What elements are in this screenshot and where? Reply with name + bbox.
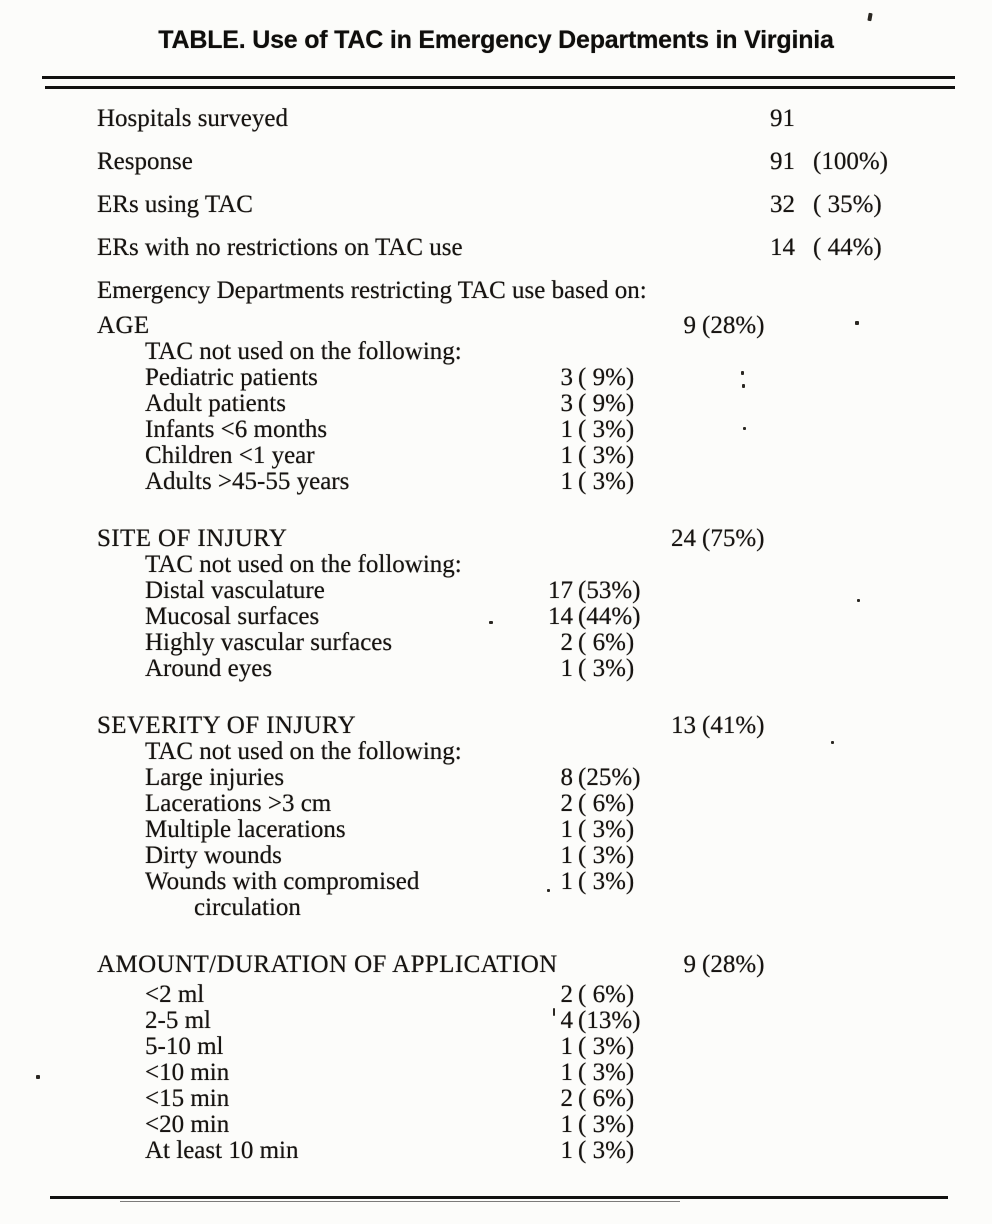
table-row [97,1034,962,1060]
row-label: Adult patients [145,390,286,417]
row-value [538,443,634,469]
row-label: <2 ml [145,981,205,1008]
table-row [97,791,962,817]
table-row [97,339,962,365]
value-count: 1 [560,868,573,895]
row-value [538,869,634,895]
top-rule-upper [42,76,955,79]
table-row [97,765,962,791]
value-percent: (75%) [702,525,765,552]
table-row [97,578,962,604]
row-value [661,526,764,552]
table-row [97,817,962,843]
row-value [661,313,764,339]
row-label: ERs using TAC [97,191,253,218]
table-row [97,443,962,469]
table-title-text: Use of TAC in Emergency Departments in Virginia [245,26,834,54]
scan-artifact [547,889,550,892]
row-label: Multiple lacerations [145,816,346,843]
value-count: 2 [560,790,573,817]
row-label: Highly vascular surfaces [145,629,393,656]
value-percent: ( 3%) [578,1059,635,1086]
value-count: 14 [770,234,795,261]
scan-artifact [867,13,872,22]
row-label: Emergency Departments restricting TAC use based on: [97,277,647,304]
row-label: Hospitals surveyed [97,105,288,132]
row-value [760,106,795,132]
row-label: Children <1 year [145,442,315,469]
row-value [538,791,634,817]
bottom-rule-echo [120,1201,680,1202]
scan-artifact [743,427,746,430]
table-row [97,843,962,869]
row-label: AGE [97,312,150,339]
row-value [538,630,634,656]
value-count: 1 [560,442,573,469]
table-row [97,235,962,261]
table-row [97,1138,962,1164]
table-row [97,278,962,304]
value-count: 1 [560,842,573,869]
row-label: Large injuries [145,764,285,791]
value-percent: (28%) [702,312,765,339]
table-row [97,106,962,132]
value-count: 14 [548,603,573,630]
value-count: 9 [683,312,696,339]
value-count: 3 [560,390,573,417]
row-value [538,1034,634,1060]
table-row [97,417,962,443]
row-value [538,604,640,630]
row-label: At least 10 min [145,1137,299,1164]
table-row [97,313,962,339]
value-count: 2 [560,629,573,656]
value-percent: (41%) [702,712,765,739]
top-rule-lower [45,86,955,89]
row-value [538,817,634,843]
value-percent: ( 6%) [578,981,635,1008]
row-value [538,656,634,682]
value-percent: ( 3%) [578,868,635,895]
value-count: 2 [560,1085,573,1112]
table-row [97,192,962,218]
value-count: 4 [560,1007,573,1034]
value-count: 1 [560,416,573,443]
value-count: 24 [671,525,696,552]
value-count: 1 [560,1033,573,1060]
row-value [538,843,634,869]
table-title-label: TABLE. [158,26,246,54]
row-value [538,1112,634,1138]
row-label: <15 min [145,1085,230,1112]
row-label: Around eyes [145,655,273,682]
value-percent: ( 35%) [813,191,882,218]
scan-artifact [831,741,834,744]
table-row [97,1008,962,1034]
table-row [97,604,962,630]
table-title [0,26,992,55]
table-rows [97,106,962,1164]
value-count: 1 [560,468,573,495]
value-count: 3 [560,364,573,391]
table-row [97,656,962,682]
value-percent: (44%) [578,603,641,630]
row-value [760,235,882,261]
value-percent: ( 3%) [578,1137,635,1164]
value-percent: ( 3%) [578,468,635,495]
value-count: 1 [560,1059,573,1086]
value-count: 91 [770,148,795,175]
value-percent: ( 6%) [578,1085,635,1112]
table-row [97,365,962,391]
row-value [538,765,640,791]
value-count: 1 [560,816,573,843]
value-percent: (53%) [578,577,641,604]
value-percent: ( 3%) [578,816,635,843]
row-label: <20 min [145,1111,230,1138]
scan-artifact [489,621,493,624]
row-value [538,417,634,443]
table-row [97,149,962,175]
row-value [661,952,764,978]
value-count: 8 [560,764,573,791]
value-percent: (100%) [813,148,888,175]
value-count: 9 [683,951,696,978]
row-label: Wounds with compromised [145,868,420,895]
value-count: 32 [770,191,795,218]
row-label: 2-5 ml [145,1007,211,1034]
table-row [97,552,962,578]
value-percent: (25%) [578,764,641,791]
row-value [760,192,882,218]
value-percent: (28%) [702,951,765,978]
scan-artifact [553,1008,555,1016]
scan-artifact [742,384,745,388]
scan-artifact [36,1075,40,1079]
table-row [97,952,962,978]
row-label: Lacerations >3 cm [145,790,332,817]
scan-artifact [741,371,744,375]
value-count: 91 [770,105,795,132]
value-percent: (13%) [578,1007,641,1034]
row-label: SEVERITY OF INJURY [97,712,357,739]
row-value [538,982,634,1008]
value-count: 13 [671,712,696,739]
value-percent: ( 44%) [813,234,882,261]
row-value [538,1138,634,1164]
row-value [538,1060,634,1086]
value-percent: ( 3%) [578,655,635,682]
row-label: Distal vasculature [145,577,325,604]
table-row [97,713,962,739]
row-value [538,469,634,495]
table-row [97,469,962,495]
value-percent: ( 3%) [578,416,635,443]
table-row [97,1060,962,1086]
value-percent: ( 3%) [578,842,635,869]
row-label: TAC not used on the following: [145,738,462,765]
row-label: TAC not used on the following: [145,551,462,578]
value-percent: ( 3%) [578,442,635,469]
row-value [538,1086,634,1112]
row-label: ERs with no restrictions on TAC use [97,234,463,261]
value-percent: ( 6%) [578,629,635,656]
row-label: Infants <6 months [145,416,328,443]
row-value [661,713,764,739]
row-label: Pediatric patients [145,364,318,391]
table-row [97,1086,962,1112]
value-count: 1 [560,1111,573,1138]
value-count: 1 [560,1137,573,1164]
row-value [538,365,634,391]
value-count: 17 [548,577,573,604]
value-percent: ( 3%) [578,1111,635,1138]
row-label: Adults >45-55 years [145,468,350,495]
table-row [97,630,962,656]
value-count: 1 [560,655,573,682]
row-value [760,149,888,175]
table-row [97,526,962,552]
row-label: Mucosal surfaces [145,603,320,630]
row-value [538,578,640,604]
row-label: TAC not used on the following: [145,338,462,365]
value-percent: ( 9%) [578,364,635,391]
row-value [538,391,634,417]
row-label: 5-10 ml [145,1033,224,1060]
row-label: Dirty wounds [145,842,282,869]
table-row [97,982,962,1008]
row-label: Response [97,148,193,175]
table-row [97,895,962,921]
table-row [97,391,962,417]
value-count: 2 [560,981,573,1008]
value-percent: ( 6%) [578,790,635,817]
value-percent: ( 3%) [578,1033,635,1060]
value-percent: ( 9%) [578,390,635,417]
row-label: circulation [194,894,301,921]
row-label: <10 min [145,1059,230,1086]
table-row [97,869,962,895]
scan-artifact [857,599,860,602]
row-label: AMOUNT/DURATION OF APPLICATION [97,951,558,978]
bottom-rule [50,1196,948,1199]
scan-artifact [855,321,859,325]
table-row [97,1112,962,1138]
row-label: SITE OF INJURY [97,525,288,552]
